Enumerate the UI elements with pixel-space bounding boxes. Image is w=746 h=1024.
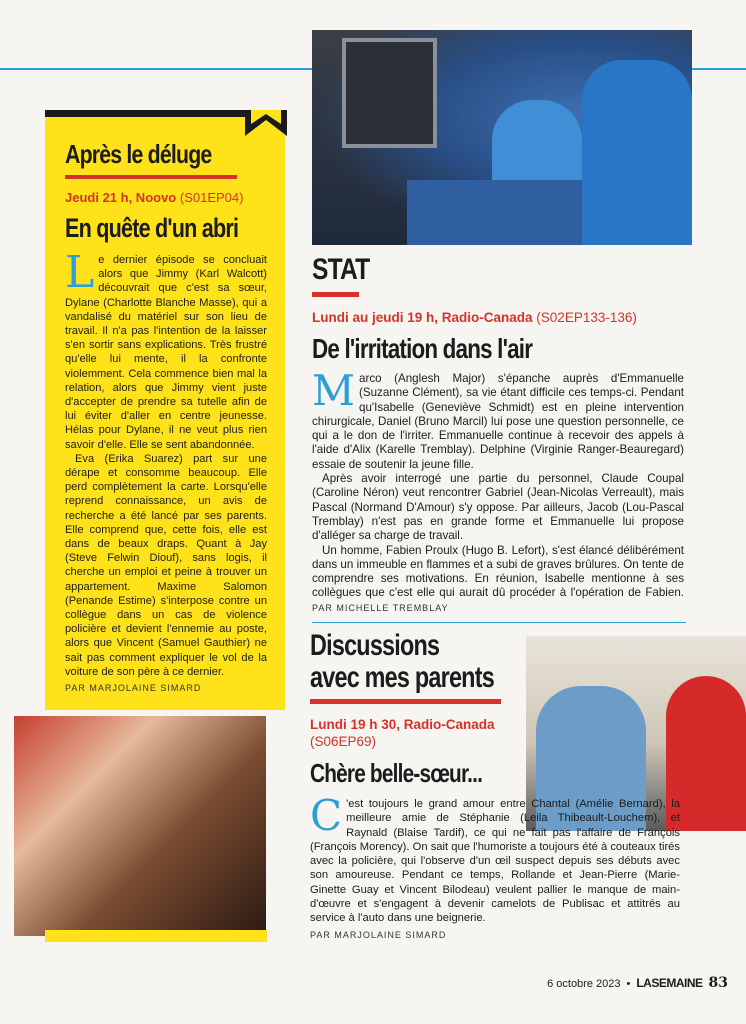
discussions-schedule-time: Lundi 19 h 30, Radio-Canada (310, 717, 495, 732)
discussions-title-line-1: Discussions (310, 629, 440, 662)
discussions-paragraph-1: 'est toujours le grand amour entre Chantal (Amélie Bernard), la meilleure amie de Stéphanie (Leila Thibeault-Louchem), et Raynald (Blaise Tardif), ce qui ne fait pas l'affaire de François (François Morency). On sait que l'humoriste a toujours été à couteaux tirés avec la policière, qui l'observe d'un œil suspect depuis ses débuts avec son amoureuse. Pendant ce temps, Rollande et Jean-Pierre (Marie-Ginette Guay et Vincent Bilodeau) veulent pallier le manque de main-d'œuvre et s'engagent à devenir camelots de Publisac et attitrés au service à l'auto dans une beignerie. (310, 798, 680, 925)
article-body (65, 247, 267, 695)
stat-paragraph-1: arco (Anglesh Major) s'épanche auprès d'Emmanuelle (Suzanne Clément), sa vie étant difficile ces temps-ci. Pendant qu'Isabelle (Geneviève Schmidt) est en pleine intervention chirurgicale, Daniel (Bruno Marcil) lui pose une question personnelle, ce qui a le don de l'irriter. Emmanuelle continue à recevoir des appels à l'aide d'Alix (Karelle Tremblay). Delphine (Virginie Ranger-Beauregard) essaie de soutenir la jeune fille. (312, 372, 684, 471)
stat-episode-code: (S02EP133-136) (536, 310, 637, 325)
stat-dropcap: M (312, 366, 356, 415)
discussions-byline: PAR MARJOLAINE SIMARD (310, 929, 447, 940)
episode-code: (S01EP04) (179, 190, 244, 205)
girl-phone-photo (14, 716, 266, 936)
show-title: Après le déluge (65, 139, 212, 169)
operating-table (407, 180, 607, 245)
issue-date: 6 octobre 2023 (547, 978, 621, 990)
magazine-brand: LASEMAINE (636, 976, 703, 990)
paragraph-2: Eva (Erika Suarez) part sur une dérape et consomme beaucoup. Elle perd complètement la carte. Lorsqu'elle reprend connaissance, un avis de recherche a été lancé par ses parents. Elle comprend que, cette fois, elle est dans de beaux draps. Quant à Jay (Steve Felwin Diouf), sans logis, il cherche un emploi et peine à trouver un appartement. Maxime Salomon (Penande Estime) s'interpose contre un collègue dans un cas de violence policière et devient l'ennemie au poste, alors que Vincent (Samuel Gauthier) ne sait pas comment expliquer le vol de la voiture de son père à ce dernier. (65, 452, 267, 678)
stat-paragraph-3-text: Un homme, Fabien Proulx (Hugo B. Lefort), s'est élancé délibérément dans un immeuble en flammes et a subi de graves brûlures. On tente de comprendre ses motivations. En réunion, Isabelle mentionne à ses collègues que c'est elle qui aurait dû procéder à l'opération de Fabien. (312, 543, 684, 600)
discussions-episode-code: (S06EP69) (310, 734, 377, 749)
byline: PAR MARJOLAINE SIMARD (65, 683, 202, 694)
discussions-show-title (310, 630, 494, 694)
discussions-headline: Chère belle-sœur... (310, 758, 483, 788)
yellow-box-bottom (45, 930, 267, 942)
discussions-body (310, 791, 680, 942)
stat-title-underline (312, 292, 359, 297)
stat-paragraph-2: Après avoir interrogé une partie du personnel, Claude Coupal (Caroline Néron) veut rencontrer Gabriel (Jean-Nicolas Verreault), mais Pascal (Normand D'Amour) s'y oppose. Par ailleurs, Jacob (Lou-Pascal Tremblay) n'est pas en grande forme et Emmanuelle lui propose d'alléger sa charge de travail. (312, 472, 684, 543)
schedule (65, 190, 243, 205)
title-underline (65, 175, 237, 179)
stat-show-title: STAT (312, 253, 370, 286)
stat-paragraph-3 (312, 544, 684, 615)
chevron-notch-icon (245, 110, 287, 136)
article-headline: En quête d'un abri (65, 213, 239, 243)
page-footer (547, 975, 728, 991)
dropcap: L (65, 247, 95, 298)
discussions-dropcap: C (310, 791, 343, 840)
observation-window (342, 38, 437, 148)
discussions-title-line-2: avec mes parents (310, 661, 494, 694)
paragraph-1: e dernier épisode se concluait alors que Jimmy (Karl Walcott) découvrait que c'est sa sœur, Dylane (Charlotte Blanche Masse), qui a vandalisé du matériel sur son lieu de travail. Il n'a pas l'intention de la laisser s'en sortir sans explications. Très frustré qu'elle lui mente, il la confronte violemment. Cela commence bien mal la relation, alors que Jimmy vient juste d'accepter de prendre sa tutelle afin de lui éviter d'aller en centre jeunesse. Hélas pour Dylane, il ne veut plus rien savoir d'elle. Elle se sent abandonnée. (65, 254, 267, 451)
stat-schedule-time: Lundi au jeudi 19 h, Radio-Canada (312, 310, 533, 325)
page-number: 83 (708, 975, 728, 991)
stat-schedule (312, 310, 637, 325)
surgery-photo (312, 30, 692, 245)
schedule-time: Jeudi 21 h, Noovo (65, 190, 177, 205)
stat-body (312, 366, 684, 615)
stat-headline: De l'irritation dans l'air (312, 333, 533, 364)
footer-bullet: • (626, 978, 631, 990)
stat-byline: PAR MICHELLE TREMBLAY (312, 602, 449, 613)
section-separator (312, 622, 686, 623)
discussions-schedule (310, 716, 520, 750)
apres-le-deluge-box (45, 110, 285, 710)
surgeon-figure (582, 60, 692, 245)
discussions-title-underline (310, 699, 501, 704)
